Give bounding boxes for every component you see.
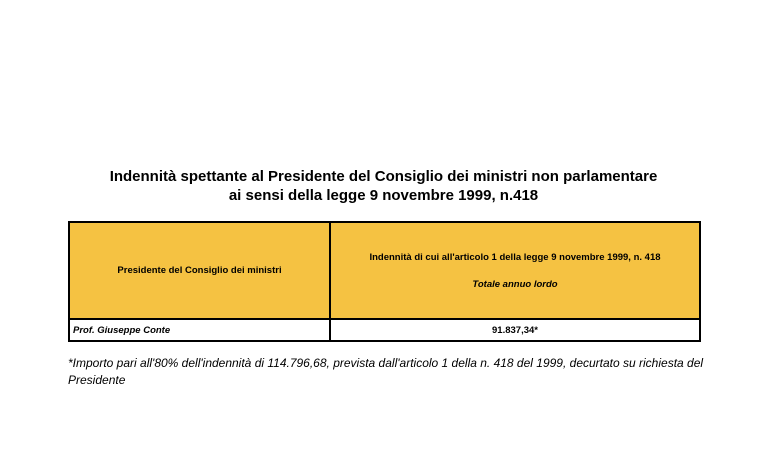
header-total-label: Totale annuo lordo	[472, 278, 558, 290]
header-cell-role	[69, 222, 330, 319]
table-header-row	[69, 222, 700, 319]
title-line-1: Indennità spettante al Presidente del Consiglio dei ministri non parlamentare	[109, 168, 658, 185]
row-amount-cell: 91.837,34*	[330, 319, 700, 341]
row-name-cell: Prof. Giuseppe Conte	[69, 319, 330, 341]
header-cell-indemnity	[330, 222, 700, 319]
indemnity-table	[68, 221, 701, 342]
table-row	[69, 319, 700, 341]
header-indemnity-label: Indennità di cui all'articolo 1 della legge 9 novembre 1999, n. 418	[369, 251, 661, 263]
document-title	[0, 167, 767, 205]
title-line-2: ai sensi della legge 9 novembre 1999, n.418	[228, 187, 539, 204]
header-role-label: Presidente del Consiglio dei ministri	[117, 265, 282, 276]
footnote: *Importo pari all'80% dell'indennità di 114.796,68, prevista dall'articolo 1 della n. 418 del 1999, decurtato su richiesta del Presidente	[68, 356, 704, 387]
